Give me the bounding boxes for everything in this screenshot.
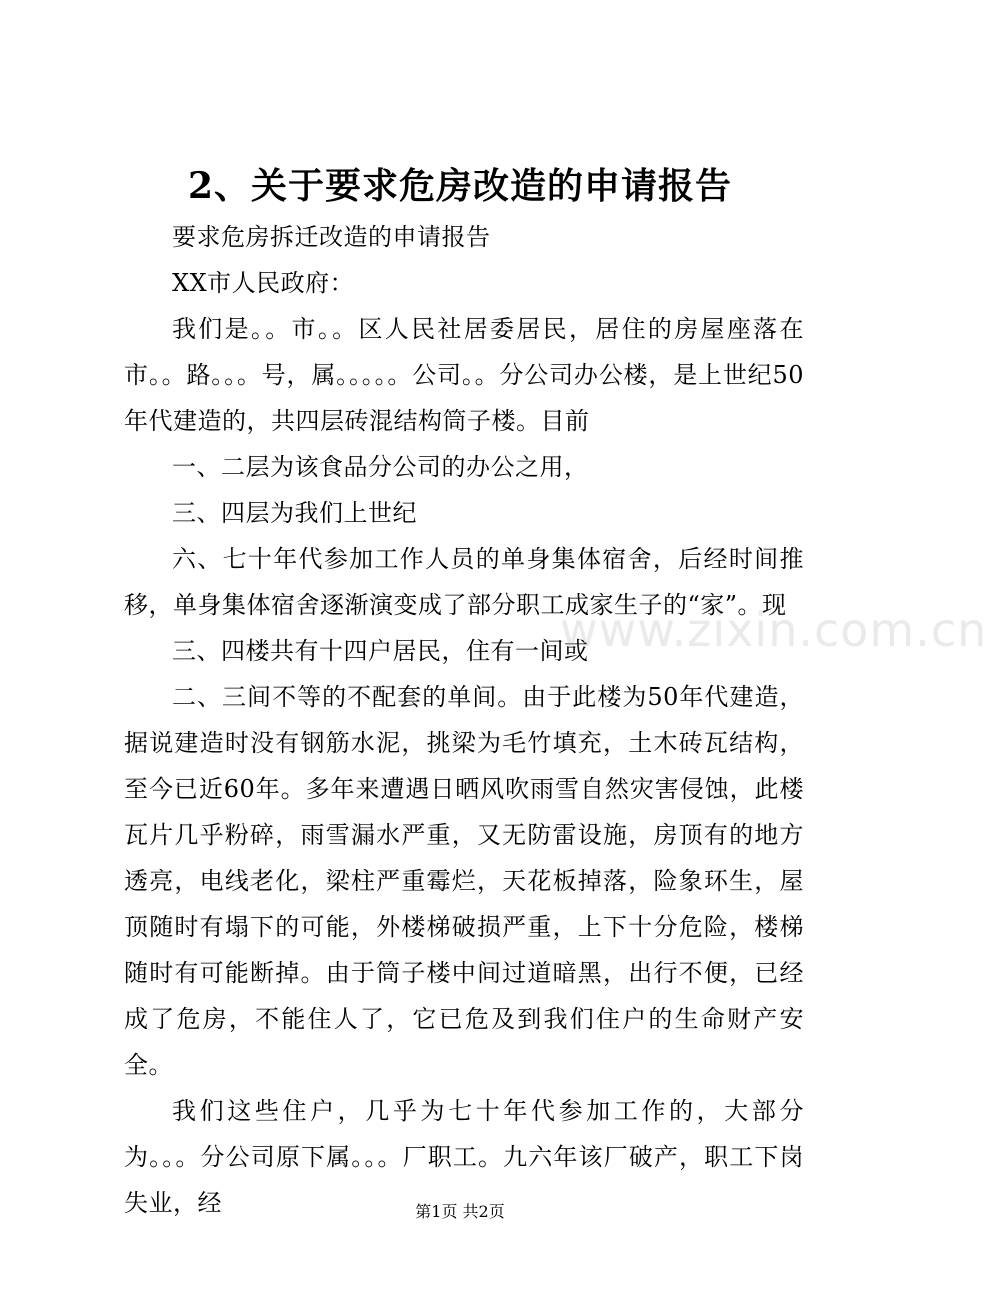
- paragraph-floors-1-2: 一、二层为该食品分公司的办公之用，: [172, 453, 589, 481]
- paragraph-subtitle: 要求危房拆迁改造的申请报告: [172, 223, 491, 251]
- paragraph-floors-3-4: 三、四层为我们上世纪: [172, 499, 417, 527]
- document-body: [124, 214, 804, 1226]
- paragraph-salutation: XX市人民政府：: [172, 269, 355, 297]
- document-title: 2、关于要求危房改造的申请报告: [187, 165, 733, 207]
- paragraph-dormitory: 六、七十年代参加工作人员的单身集体宿舍，后经时间推移，单身集体宿舍逐渐演变成了部分职工成家生子的“家”。现: [124, 545, 804, 619]
- watermark: www.zixin.com.cn: [560, 603, 987, 657]
- paragraph-residents: 三、四楼共有十四户居民，住有一间或: [172, 637, 589, 665]
- paragraph-residents-background: 我们这些住户，几乎为七十年代参加工作的，大部分为。。。分公司原下属。。。厂职工。九六年该厂破产，职工下岗失业，经: [124, 1097, 804, 1217]
- page-footer: 第1页 共2页: [415, 1202, 505, 1221]
- paragraph-condition: 二、三间不等的不配套的单间。由于此楼为50年代建造，据说建造时没有钢筋水泥，挑梁为毛竹填充，土木砖瓦结构，至今已近60年。多年来遭遇日晒风吹雨雪自然灾害侵蚀，此楼瓦片几乎粉碎，雨雪漏水严重，又无防雷设施，房顶有的地方透亮，电线老化，梁柱严重霉烂，天花板掉落，险象环生，屋顶随时有塌下的可能，外楼梯破损严重，上下十分危险，楼梯随时有可能断掉。由于筒子楼中间过道暗黑，出行不便，已经成了危房，不能住人了，它已危及到我们住户的生命财产安全。: [124, 683, 804, 1079]
- paragraph-intro: 我们是。。市。。区人民社居委居民，居住的房屋座落在市。。路。。。号，属。。。。。公司。。分公司办公楼，是上世纪50年代建造的，共四层砖混结构筒子楼。目前: [124, 315, 804, 435]
